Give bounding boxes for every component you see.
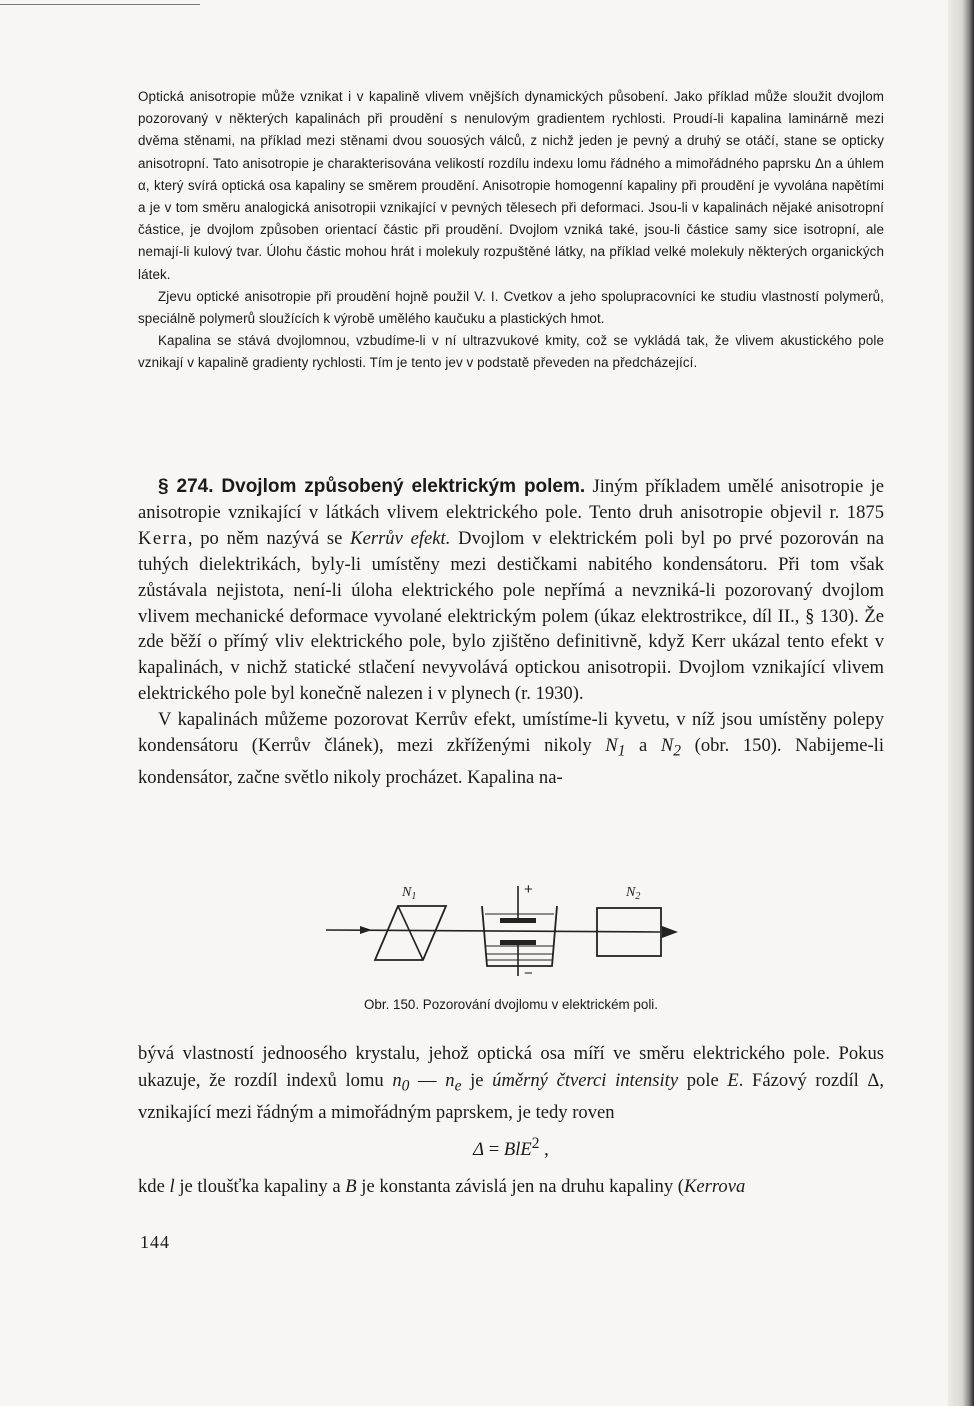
section-heading: § 274. Dvojlom způsobený elektrickým polem. bbox=[158, 476, 586, 497]
emphasis-kerrova: Kerrova bbox=[684, 1176, 746, 1198]
section-274 bbox=[138, 474, 884, 791]
symbol-n0: $n_0$ bbox=[392, 1069, 410, 1095]
formula-lhs: Δ bbox=[473, 1139, 485, 1161]
light-ray bbox=[326, 930, 660, 932]
scan-edge-shadow bbox=[948, 0, 974, 1406]
symbol-l: l bbox=[169, 1176, 175, 1198]
arrow-head-left bbox=[360, 926, 372, 934]
text-run: Jiným příkladem umělé anisotropie je anisotropie vznikající v látkách vlivem elektrického pole. Tento druh anisotropie objevil r. 1875 bbox=[138, 476, 884, 523]
small-print-block bbox=[138, 86, 884, 375]
text-run: je bbox=[461, 1069, 493, 1091]
capacitor-plate-top bbox=[500, 918, 536, 923]
page-number: 144 bbox=[140, 1232, 170, 1252]
paragraph-ultrasound: Kapalina se stává dvojlomnou, vzbudíme-li v ní ultrazvukové kmity, což se vykládá tak, že vlivem akustického pole vznikají v kapalině gradienty rychlosti. Tím je tento jev v podstatě převeden na předcházející. bbox=[138, 333, 884, 371]
figure-150 bbox=[320, 876, 700, 986]
text-run: a bbox=[625, 735, 661, 757]
text-run: V kapalinách můžeme pozorovat Kerrův efekt, umístíme-li kyvetu, v níž jsou umístěny polepy kondensátoru (Kerrův článek), mezi zkříženými nikoly bbox=[138, 709, 884, 757]
scan-top-rule bbox=[0, 4, 200, 5]
paragraph-cvetkov: Zjevu optické anisotropie při proudění hojně použil V. I. Cvetkov a jeho spolupracovníci ke studiu vlastností polymerů, speciálně polymerů sloužících k výrobě umělého kaučuku a plastických hmot. bbox=[138, 288, 884, 327]
symbol-n1: $N_1$ bbox=[605, 735, 626, 760]
text-run: kde bbox=[138, 1176, 170, 1198]
symbol-B: B bbox=[345, 1176, 357, 1198]
emphasis-proportional: úměrný čtverci intensity bbox=[492, 1069, 679, 1091]
label-n1: $N_1$ bbox=[402, 885, 417, 902]
figure-caption: Obr. 150. Pozorování dvojlomu v elektrickém poli. bbox=[364, 997, 658, 1012]
kerr-cell-vessel bbox=[482, 906, 557, 966]
text-run: , po něm nazývá se bbox=[187, 527, 351, 549]
symbol-n2: $N_2$ bbox=[660, 735, 682, 760]
text-run: — bbox=[409, 1069, 446, 1091]
label-plus: + bbox=[524, 881, 533, 898]
label-minus: − bbox=[524, 965, 533, 982]
name-kerr: Kerra bbox=[138, 527, 188, 549]
text-run: Dvojlom v elektrickém poli byl po prvé pozorován na tuhých dielektrikách, byly-li umístěny mezi destičkami nabitého kondensátoru. Při tom však zůstávala nejistota, není-li úloha elektrického pole nepřímá a nevzniká-li pozorovaný dvojlom vlivem mechanické deformace vyvolané elektrickým polem (úkaz elektrostrikce, díl II., § 130). Že zde běží o přímý vliv elektrického pole, bylo zjištěno definitivně, když Kerr ukázal tento efekt v kapalinách, v nichž statické stlačení nevyvolává optickou anisotropii. Dvojlom vznikající vlivem elektrického pole byl konečně nalezen i v plynech (r. 1930). bbox=[138, 527, 884, 705]
section-paragraph-1 bbox=[138, 474, 884, 707]
kerr-cell-diagram bbox=[320, 876, 700, 986]
text-run: je tloušťka kapaliny a bbox=[174, 1176, 346, 1198]
text-run: . Fázový rozdíl Δ, vznikající mezi řádným a mimořádným paprskem, je tedy roven bbox=[138, 1069, 885, 1124]
text-run: je konstanta závislá jen na druhu kapaliny ( bbox=[356, 1176, 684, 1198]
continuation-paragraph bbox=[138, 1041, 884, 1127]
continuation-block bbox=[138, 1041, 884, 1201]
section-paragraph-2 bbox=[138, 707, 884, 790]
label-n2: $N_2$ bbox=[626, 885, 641, 902]
text-run: (obr. 150). Nabijeme-li kondensátor, začne světlo nikoly procházet. Kapalina na- bbox=[138, 735, 884, 788]
paragraph-flow-anisotropy: Optická anisotropie může vznikat i v kapalině vlivem vnějších dynamických působení. Jako příklad může sloužit dvojlom pozorovaný v některých kapalinách při proudění s nenulovým gradientem rychlosti. Proudí-li kapalina laminárně mezi dvěma stěnami, na příklad mezi stěnami dvou souosých válců, z nichž jeden je pevný a druhý se otáčí, stane se opticky anisotropní. Tato anisotropie je charakterisována velikostí rozdílu indexu lomu řádného a mimořádného paprsku Δn a úhlem α, který svírá optická osa kapaliny se směrem proudění. Anisotropie homogenní kapaliny při proudění je vyvolána napětími a je v tom směru analogická anisotropii vznikající v pevných tělesech při deformaci. Jsou-li v kapalinách nějaké anisotropní částice, je dvojlom způsoben orientací částic při proudění. Dvojlom vzniká také, jsou-li částice samy sice isotropní, ale nemají-li kulový tvar. Úlohu částic mohou hrát i molekuly rozpuštěné látky, na příklad velké molekuly některých organických látek. bbox=[138, 89, 884, 282]
formula-equals: = bbox=[484, 1139, 504, 1161]
capacitor-plate-bottom bbox=[500, 940, 536, 945]
formula-comma: , bbox=[539, 1139, 549, 1161]
formula-exponent: 2 bbox=[531, 1135, 540, 1153]
last-line bbox=[138, 1174, 884, 1201]
kerr-formula bbox=[138, 1131, 884, 1164]
text-run: bývá vlastností jednoosého krystalu, jehož optická osa míří ve směru elektrického pole. Pokus ukazuje, že rozdíl indexů lomu bbox=[138, 1043, 884, 1091]
symbol-ne: $n_e$ bbox=[445, 1069, 462, 1095]
nicol-prism-n1-diagonal bbox=[398, 906, 423, 960]
symbol-E: E bbox=[727, 1069, 739, 1091]
arrow-head-right bbox=[662, 926, 678, 938]
formula-rhs: BlE bbox=[503, 1139, 532, 1161]
text-run: pole bbox=[678, 1069, 728, 1091]
term-kerr-effect: Kerrův efekt. bbox=[350, 527, 451, 549]
